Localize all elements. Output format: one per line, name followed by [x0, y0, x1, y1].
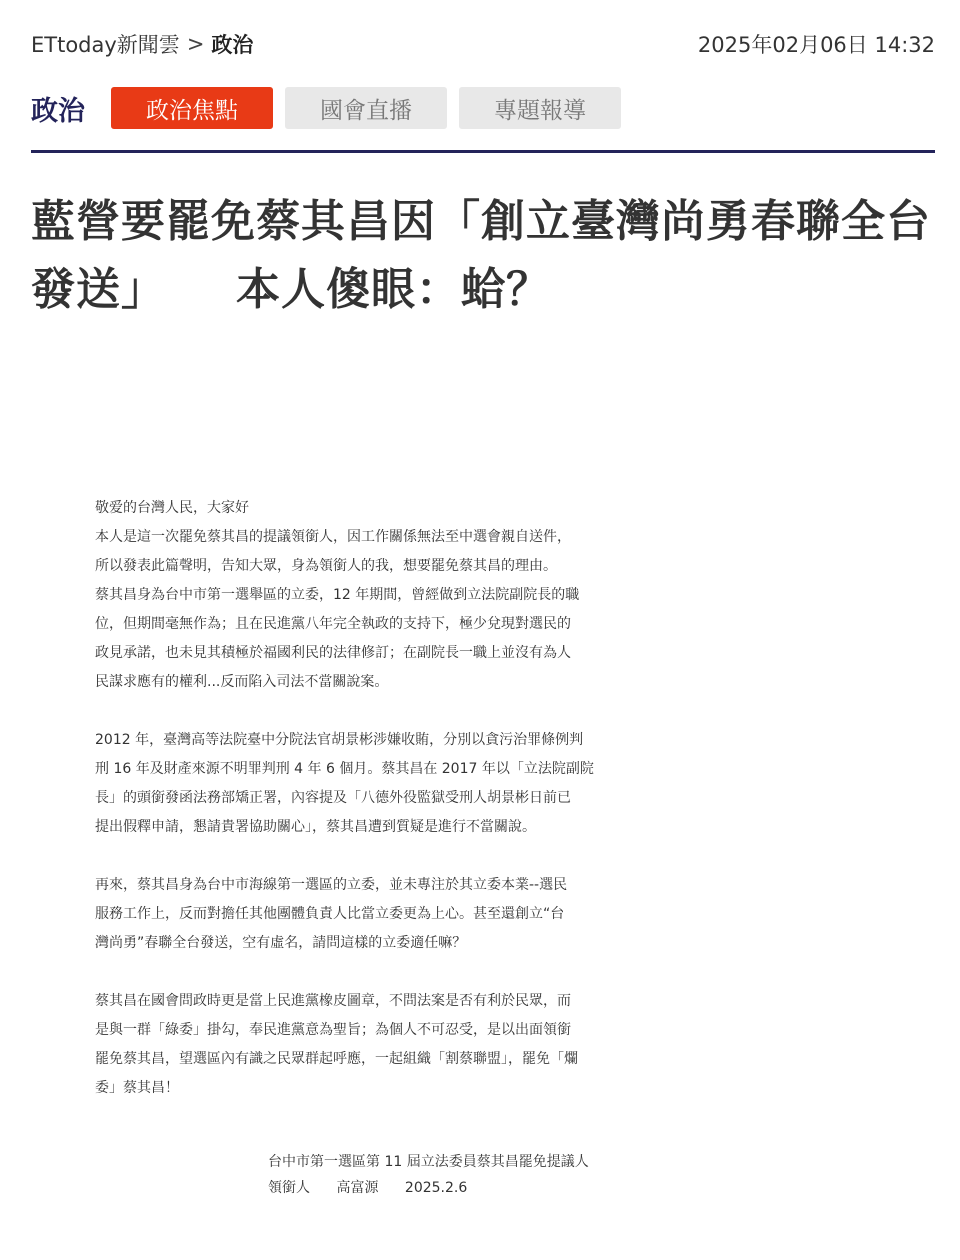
section-title: 政治	[31, 95, 85, 127]
top-bar	[31, 28, 935, 60]
letter-line: 長」的頭銜發函法務部矯正署，內容提及「八德外役監獄受刑人胡景彬日前已	[95, 790, 571, 806]
letter-line: 民謀求應有的權利...反而陷入司法不當關說案。	[95, 674, 389, 690]
letter-line: 再來，蔡其昌身為台中市海線第一選區的立委，並未專注於其立委本業--選民	[95, 877, 568, 893]
breadcrumb-separator: >	[186, 32, 205, 56]
letter-line: 灣尚勇”春聯全台發送，空有虛名，請問這樣的立委適任嘛？	[95, 935, 467, 951]
article-headline	[31, 188, 946, 324]
breadcrumb-section-link[interactable]: 政治	[211, 33, 254, 57]
letter-line: 刑 16 年及財產來源不明罪判刑 4 年 6 個月。蔡其昌在 2017 年以「立法院副院	[95, 761, 594, 777]
letter-signature	[268, 1149, 589, 1201]
tab-legislature-live[interactable]: 國會直播	[285, 87, 447, 129]
letter-line: 敬爱的台灣人民，大家好	[95, 500, 249, 516]
signature-date: 2025.2.6	[404, 1180, 468, 1196]
signature-name: 高富源	[336, 1180, 379, 1196]
letter-line: 本人是這一次罷免蔡其昌的提議領銜人，因工作關係無法至中選會親自送件，	[95, 529, 571, 545]
letter-line: 委」蔡其昌！	[95, 1080, 179, 1096]
headline-part-1: 藍營要罷免蔡其昌因「創立臺灣尚勇春聯全台發送」	[31, 196, 931, 315]
statement-letter	[95, 494, 615, 1103]
letter-line: 所以發表此篇聲明，告知大眾，身為領銜人的我，想要罷免蔡其昌的理由。	[95, 558, 557, 574]
section-nav	[31, 87, 633, 129]
letter-line: 位，但期間毫無作為；且在民進黨八年完全執政的支持下，極少兌現對選民的	[95, 616, 571, 632]
publish-timestamp: 2025年02月06日 14:32	[697, 33, 935, 57]
breadcrumb	[31, 29, 253, 59]
breadcrumb-site-link[interactable]: ETtoday新聞雲	[31, 33, 180, 57]
letter-line: 提出假釋申請，懇請貴署協助關心」，蔡其昌遭到質疑是進行不當關說。	[95, 819, 536, 835]
paragraph-break	[95, 842, 615, 871]
signature-role: 領銜人	[268, 1180, 310, 1196]
signature-row	[268, 1175, 589, 1201]
letter-line: 2012 年，臺灣高等法院臺中分院法官胡景彬涉嫌收賄，分別以貪污治罪條例判	[95, 732, 584, 748]
letter-line: 蔡其昌在國會問政時更是當上民進黨橡皮圖章，不問法案是否有利於民眾，而	[95, 993, 571, 1009]
letter-line: 政見承諾，也未見其積極於福國利民的法律修訂；在副院長一職上並沒有為人	[95, 645, 571, 661]
letter-line: 服務工作上，反而對擔任其他團體負責人比當立委更為上心。甚至還創立“台	[95, 906, 565, 922]
letter-line: 罷免蔡其昌，望選區內有識之民眾群起呼應，一起組織「割蔡聯盟」，罷免「爛	[95, 1051, 578, 1067]
headline-part-2: 本人傻眼：蛤？	[236, 264, 551, 315]
letter-line: 是與一群「綠委」掛勾，奉民進黨意為聖旨；為個人不可忍受，是以出面領銜	[95, 1022, 571, 1038]
letter-line: 蔡其昌身為台中市第一選舉區的立委，12 年期間，曾經做到立法院副院長的職	[95, 587, 580, 603]
tab-special-reports[interactable]: 專題報導	[459, 87, 621, 129]
paragraph-break	[95, 697, 615, 726]
signature-title: 台中市第一選區第 11 屆立法委員蔡其昌罷免提議人	[268, 1154, 589, 1170]
tab-politics-focus[interactable]: 政治焦點	[111, 87, 273, 129]
paragraph-break	[95, 958, 615, 987]
section-divider	[31, 150, 935, 153]
